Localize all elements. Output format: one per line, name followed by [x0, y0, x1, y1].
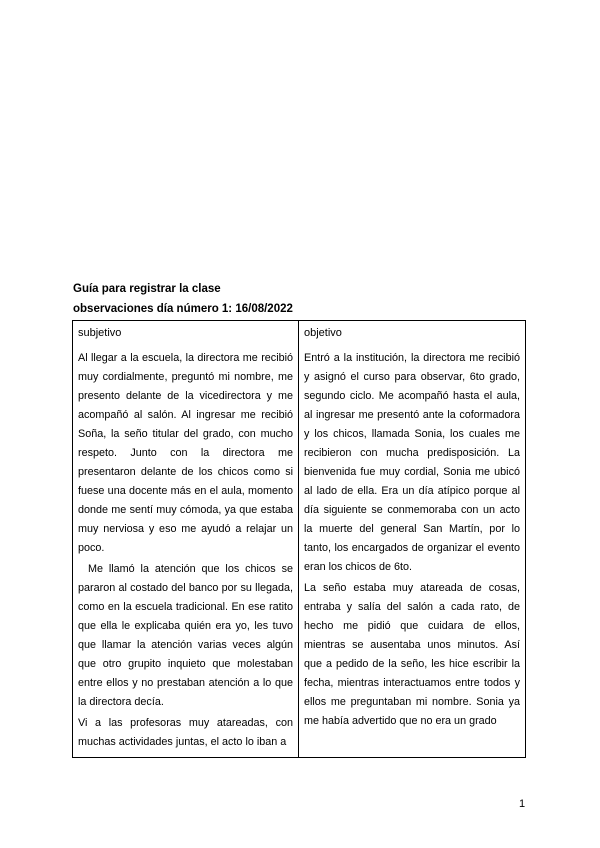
subjective-column-header: subjetivo	[78, 327, 122, 339]
subjective-paragraph: Vi a las profesoras muy atareadas, con muchas actividades juntas, el acto lo iban a	[78, 717, 293, 748]
document-title: Guía para registrar la clase	[73, 283, 221, 295]
objective-paragraph: Entró a la institución, la directora me recibió y asignó el curso para observar, 6to grado, segundo ciclo. Me acompañó hasta el aula, al ingresar me presentó ante la coformadora y los chicos, llamada Sonia, los cuales me recibieron con mucha predisposición. La bienvenida fue muy cordial, Sonia me ubicó al lado de ella. Era un día atípico porque al día siguiente se conmemoraba con un acto la muerte del general San Martín, por lo tanto, los encargados de organizar el evento eran los chicos de 6to.	[304, 352, 520, 573]
subjective-paragraph: Al llegar a la escuela, la directora me recibió muy cordialmente, preguntó mi nombre, me presento delante de la vicedirectora y me acompañó al salón. Al ingresar me recibió Soña, la seño titular del grado, con mucho respeto. Junto con la directora me presentaron delante de los chicos como si fuese una docente más en el aula, momento donde me sentí muy cómoda, ya que estaba muy nerviosa y eso me ayudó a relajar un poco.	[78, 352, 293, 554]
objective-column-header: objetivo	[304, 327, 342, 339]
page-number: 1	[519, 798, 526, 810]
objective-column	[299, 321, 525, 757]
observation-date-heading: observaciones día número 1: 16/08/2022	[73, 303, 293, 315]
observation-table	[72, 320, 526, 758]
subjective-paragraph: Me llamó la atención que los chicos se pararon al costado del banco por su llegada, como en la escuela tradicional. En ese ratito que ella le explicaba quién era yo, les tuvo que llamar la atención varias veces algún que otro grupito inquieto que molestaban entre ellos y no prestaban atención a lo que la directora decía.	[78, 563, 293, 708]
objective-paragraph: La seño estaba muy atareada de cosas, entraba y salía del salón a cada rato, de hecho me pidió que cuidara de ellos, mientras se ausentaba unos minutos. Así que a pedido de la seño, les hice escribir la fecha, mientras interactuamos entre todos y ellos me preguntaban mi nombre. Sonia ya me había advertido que no era un grado	[304, 582, 520, 727]
subjective-column	[73, 321, 299, 757]
